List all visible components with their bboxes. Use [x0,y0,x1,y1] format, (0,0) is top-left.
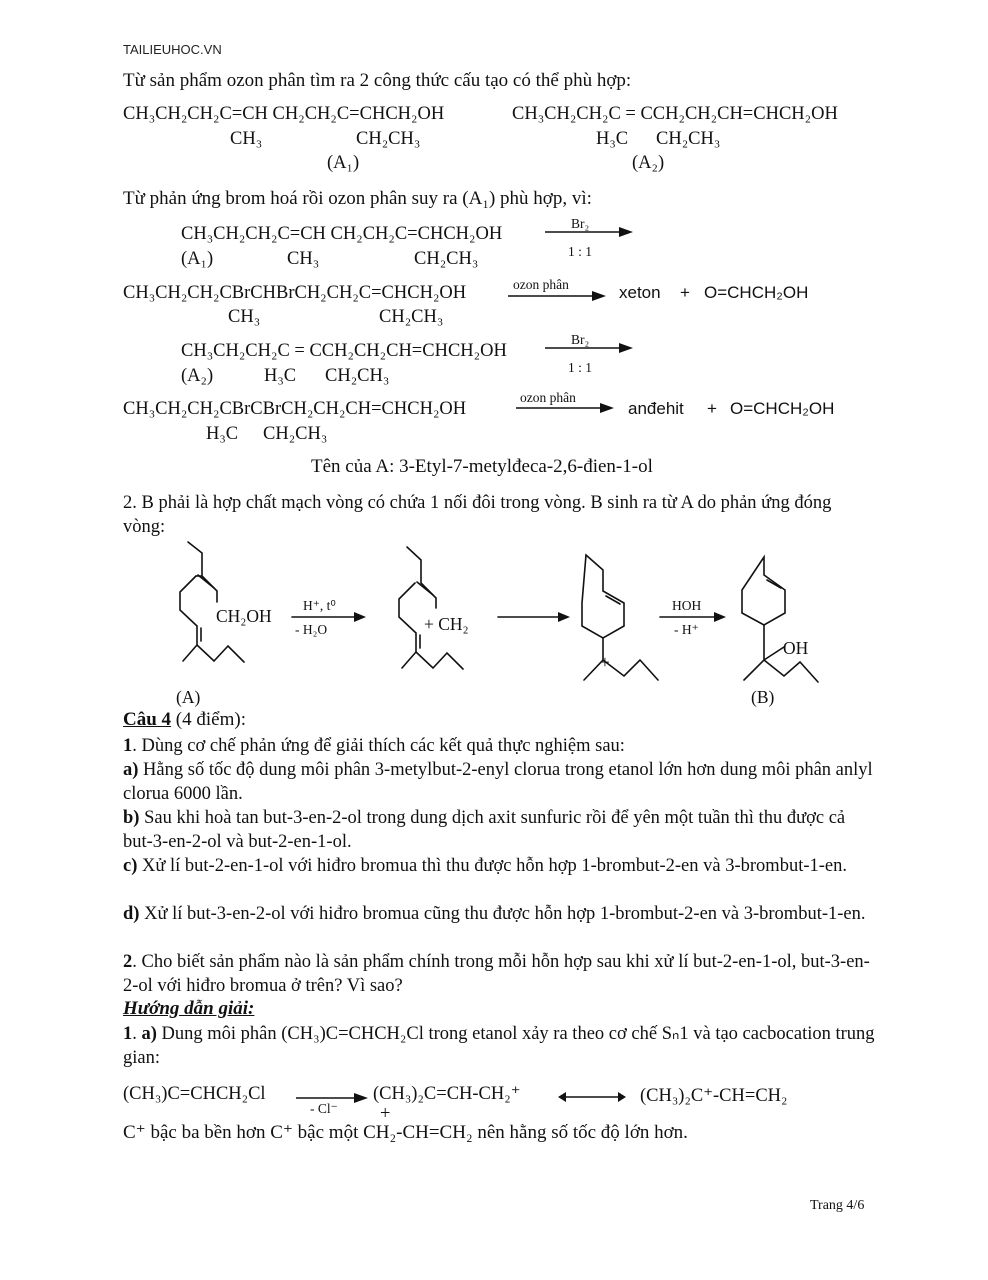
r3-formula: CH₃CH₂CH₂C = CCH₂CH₂CH=CHCH₂OH [181,341,507,361]
final-eq-cation-2: (CH₃)₂C⁺-CH=CH₂ [640,1086,788,1106]
carbocation-plus: + [600,652,610,672]
r4-product-2: O=CHCH₂OH [730,399,835,418]
item-c-text: Xử lí but-2-en-1-ol với hiđro bromua thì thu được hỗn hợp 1-brombut-2-en và 3-brombut-1-en. [137,856,847,876]
arrow3-byproduct: - H⁺ [674,622,699,637]
r2-formula: CH₃CH₂CH₂CBrCHBrCH₂CH₂C=CHCH₂OH [123,283,467,303]
a1-formula: CH₃CH₂CH₂C=CH CH₂CH₂C=CHCH₂OH [123,104,445,124]
item-a-key: a) [123,760,139,780]
r3-arrow-top: Br₂ [571,332,590,347]
r4-arrow-top: ozon phân [520,390,576,405]
item-a-text: Hằng số tốc độ dung môi phân 3-metylbut-2-enyl clorua trong etanol lớn hơn dung môi phân anlyl clorua 6000 lần. [123,760,873,804]
question-2-text: . Cho biết sản phẩm nào là sản phẩm chính trong mỗi hỗn hợp sau khi xử lí but-2-en-1-ol, but-3-en-2-ol với hiđro bromua ở trên? Vì sao? [123,952,870,996]
final-eq-cation-1: (CH₃)₂C=CH-CH₂⁺ [373,1084,521,1104]
structure-a [180,542,244,662]
page-number: Trang 4/6 [810,1198,865,1213]
resonance-arrow [558,1090,628,1104]
r2-arrow-top: ozon phân [513,277,569,292]
r4-formula: CH₃CH₂CH₂CBrCBrCH₂CH₂CH=CHCH₂OH [123,399,467,419]
arrow1-byproduct: - H₂O [295,622,328,637]
r4-substituent-1: H₃C [206,424,239,444]
solution-number: 1 [123,1024,133,1044]
a2-substituent-2: CH₂CH₃ [656,129,721,149]
carbocation-ch2: + CH₂ [424,614,469,634]
r2-product-2: O=CHCH₂OH [704,283,809,302]
question-2-number: 2 [123,952,133,972]
a1-substituent-1: CH₃ [230,129,263,149]
a2-label: (A₂) [632,153,665,173]
r2-substituent-2: CH₂CH₃ [379,307,444,327]
site-header: TAILIEUHOC.VN [123,42,222,57]
item-d-text: Xử lí but-3-en-2-ol với hiđro bromua cũng thu được hỗn hợp 1-brombut-2-en và 3-brombut-1-en. [139,904,866,924]
a1-label: (A₁) [327,153,360,173]
bromination-intro: Từ phản ứng brom hoá rồi ozon phân suy ra (A₁) phù hợp, vì: [123,188,592,209]
item-b-key: b) [123,808,140,828]
hydroxyl-group: OH [783,638,809,658]
structure-cation-1 [399,547,463,669]
r1-substituent-1: CH₃ [287,249,320,269]
item-a [123,758,875,806]
arrow1-conditions: H⁺, t⁰ [303,598,336,613]
part2-text: 2. B phải là hợp chất mạch vòng có chứa 1 nối đôi trong vòng. B sinh ra từ A do phản ứng đóng vòng: [123,493,832,537]
structure-cyclic-cation [582,555,658,680]
arrow3-reagent: HOH [672,598,702,613]
question-4-title: Câu 4 [123,709,172,730]
a2-formula: CH₃CH₂CH₂C = CCH₂CH₂CH=CHCH₂OH [512,104,838,124]
a2-substituent-1: H₃C [596,129,629,149]
label-b: (B) [751,687,775,707]
label-a: (A) [176,687,201,707]
question-1-number: 1 [123,736,133,756]
r2-product-1: xeton [619,283,661,302]
final-eq-byproduct: - Cl⁻ [310,1101,338,1116]
r4-substituent-2: CH₂CH₃ [263,424,328,444]
question-4-heading [123,709,246,731]
r4-plus: + [707,399,717,418]
final-eq-reactant: (CH₃)C=CHCH₂Cl [123,1084,266,1104]
conclusion-text: C⁺ bậc ba bền hơn C⁺ bậc một CH₂-CH=CH₂ nên hằng số tốc độ lớn hơn. [123,1122,688,1143]
question-2 [123,950,875,998]
question-1 [123,734,875,758]
r1-arrow-bottom: 1 : 1 [568,244,593,259]
compound-name: Tên của A: 3-Etyl-7-metylđeca-2,6-đien-1-ol [311,456,653,477]
r1-label: (A₁) [181,249,214,269]
r3-arrow-bottom: 1 : 1 [568,360,593,375]
final-eq-plus: + [380,1104,391,1124]
solution-1a: 1. a) Dung môi phân (CH₃)C=CHCH₂Cl trong etanol xảy ra theo cơ chế Sₙ1 và tạo cacbocation trung gian: [123,1024,875,1068]
solution-heading: Hướng dẫn giải: [123,998,255,1019]
r2-substituent-1: CH₃ [228,307,261,327]
item-c-key: c) [123,856,138,876]
question-4-points: (4 điểm): [175,709,246,730]
solution-key: a) [141,1024,157,1044]
item-d-key: d) [123,904,140,924]
solution-text: Dung môi phân (CH₃)C=CHCH₂Cl trong etanol xảy ra theo cơ chế Sₙ1 và tạo cacbocation trung gian: [123,1024,875,1068]
structure-b [742,557,818,682]
r3-substituent-1: H₃C [264,366,297,386]
item-c [123,854,875,878]
item-d [123,902,875,926]
r1-formula: CH₃CH₂CH₂C=CH CH₂CH₂C=CHCH₂OH [181,224,503,244]
r3-substituent-2: CH₂CH₃ [325,366,390,386]
question-1-text: . Dùng cơ chế phản ứng để giải thích các kết quả thực nghiệm sau: [132,736,625,756]
intro-text: Từ sản phẩm ozon phân tìm ra 2 công thức cấu tạo có thể phù hợp: [123,70,632,91]
ch2oh-group: CH₂OH [216,606,272,626]
r1-substituent-2: CH₂CH₃ [414,249,479,269]
r3-label: (A₂) [181,366,214,386]
item-b [123,806,875,854]
a1-substituent-2: CH₂CH₃ [356,129,421,149]
item-b-text: Sau khi hoà tan but-3-en-2-ol trong dung dịch axit sunfuric rồi để yên một tuần thì thu được cả but-3-en-2-ol và but-2-en-1-ol. [123,808,846,852]
r4-product-1: anđehit [628,399,684,418]
r1-arrow-top: Br₂ [571,216,590,231]
r2-plus: + [680,283,690,302]
